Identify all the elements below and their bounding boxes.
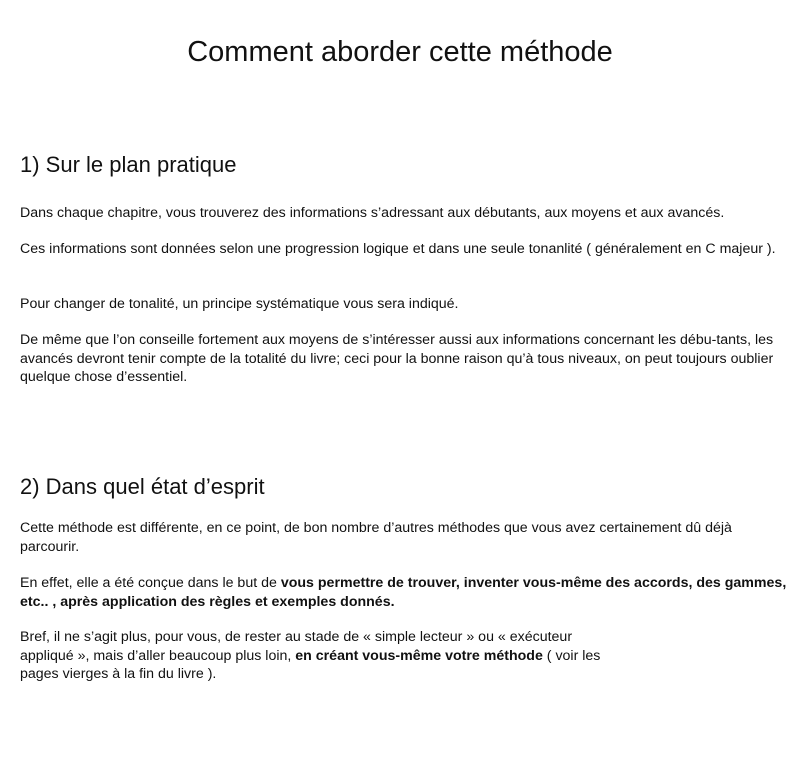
paragraph-chapters: Dans chaque chapitre, vous trouverez des informations s’adressant aux débutants, aux moyens et aux avancés. (20, 205, 725, 221)
page-title: Comment aborder cette méthode (187, 36, 613, 68)
paragraph-progression: Ces informations sont données selon une progression logique et dans une seule tonanlité ( généralement en C majeur ). (20, 241, 776, 257)
purpose-bold-text: vous permettre de trouver, inventer vous-même des accords, des gammes, etc.. , après application des règles et exemples donnés. (20, 575, 787, 610)
create-method-text-end: ( voir les (542, 647, 601, 664)
paragraph-tonality: Pour changer de tonalité, un principe systématique vous sera indiqué. (20, 296, 459, 312)
create-method-text: appliqué », mais d’aller beaucoup plus loin, (20, 647, 296, 664)
paragraph-create-method (20, 628, 660, 684)
section-heading-state-of-mind: 2) Dans quel état d’esprit (20, 474, 265, 499)
section-heading-practical: 1) Sur le plan pratique (20, 152, 237, 177)
create-method-line-2 (20, 647, 660, 666)
create-method-bold-text: en créant vous-même votre méthode (295, 647, 543, 664)
paragraph-purpose (20, 574, 790, 611)
paragraph-different-method: Cette méthode est différente, en ce point, de bon nombre d’autres méthodes que vous avez certainement dû déjà parcourir. (20, 520, 732, 555)
purpose-text: En effet, elle a été conçue dans le but de (20, 575, 281, 591)
paragraph-advice: De même que l’on conseille fortement aux moyens de s’intéresser aussi aux informations concernant les débu-tants, les avancés devront tenir compte de la totalité du livre; ceci pour la bonne raison qu’à tous niveaux, on peut toujours oublier quelque chose d’essentiel. (20, 332, 774, 385)
create-method-line-1: Bref, il ne s’agit plus, pour vous, de rester au stade de « simple lecteur » ou « exécuteur (20, 629, 573, 645)
create-method-line-3: pages vierges à la fin du livre ). (20, 666, 217, 682)
